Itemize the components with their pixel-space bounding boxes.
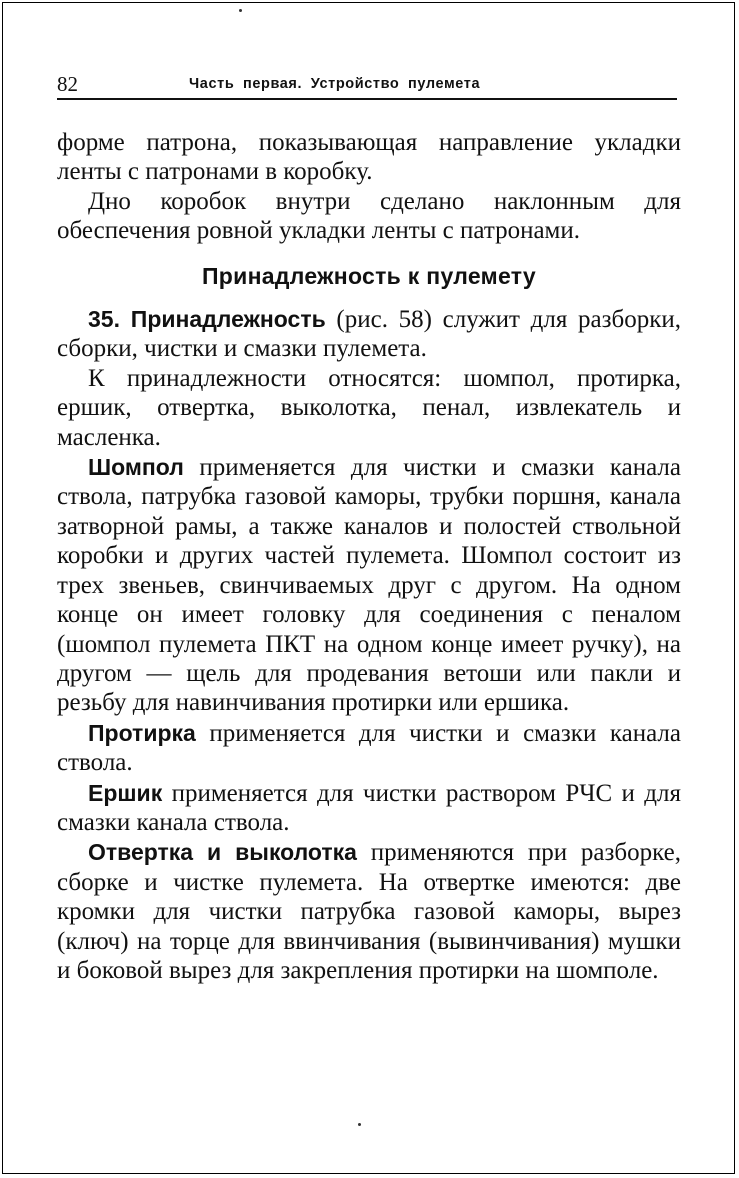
intro-paragraph-2: Дно коробок внутри сделано наклонным для обеспечения ровной укладки ленты с патронами. bbox=[57, 187, 681, 245]
running-title: Часть первая. Устройство пулемета bbox=[189, 76, 481, 92]
page-header bbox=[57, 68, 677, 100]
protirka-text: применяется для чистки и смазки канала ствола. bbox=[57, 719, 681, 777]
otvertka-paragraph bbox=[57, 838, 681, 985]
otvertka-term: Отвертка и выколотка bbox=[88, 839, 357, 866]
shompol-text: применяется для чистки и смазки канала ствола, патрубка газовой каморы, трубки поршня, канала затворной рамы, а также каналов и полостей ствольной коробки и других частей пулемета. Шомпол состоит из трех звеньев, свинчиваемых друг с другом. На одном конце он имеет головку для соединения с пеналом (шомпол пулемета ПКТ на одном конце имеет ручку), на другом — щель для продевания ветоши или пакли и резьбу для навинчивания протирки или ершика. bbox=[57, 454, 681, 717]
section-heading: Принадлежность к пулемету bbox=[201, 262, 537, 289]
protirka-term: Протирка bbox=[88, 719, 196, 746]
protirka-paragraph bbox=[57, 719, 681, 778]
page-body bbox=[57, 128, 681, 985]
ershik-text: применяется для чистки раствором РЧС и для смазки канала ствола. bbox=[57, 779, 681, 836]
shompol-term: Шомпол bbox=[88, 454, 184, 481]
ershik-term: Ершик bbox=[88, 779, 163, 806]
paragraph-35 bbox=[57, 305, 681, 364]
otvertka-text: применяются при разборке, сборке и чистке пулемета. На отвертке имеются: две кромки для чистки патрубка газовой каморы, вырез (ключ) на торце для ввинчивания (вывинчивания) мушки и боковой вырез для закрепления протирки на шомполе. bbox=[57, 839, 681, 984]
intro-paragraph-1: форме патрона, показывающая направление укладки ленты с патронами в коробку. bbox=[57, 129, 681, 186]
ershik-paragraph bbox=[57, 779, 681, 838]
page-number: 82 bbox=[57, 72, 78, 96]
paragraph-35-term: 35. Принадлежность bbox=[88, 306, 326, 333]
shompol-paragraph bbox=[57, 453, 681, 718]
print-speck bbox=[358, 1123, 361, 1126]
accessories-list-paragraph: К принадлежности относятся: шомпол, протирка, ершик, отвертка, выколотка, пенал, извлекатель и масленка. bbox=[57, 364, 681, 451]
print-speck bbox=[239, 9, 242, 12]
paragraph-35-text: (рис. 58) служит для разборки, сборки, чистки и смазки пулемета. bbox=[57, 306, 681, 363]
